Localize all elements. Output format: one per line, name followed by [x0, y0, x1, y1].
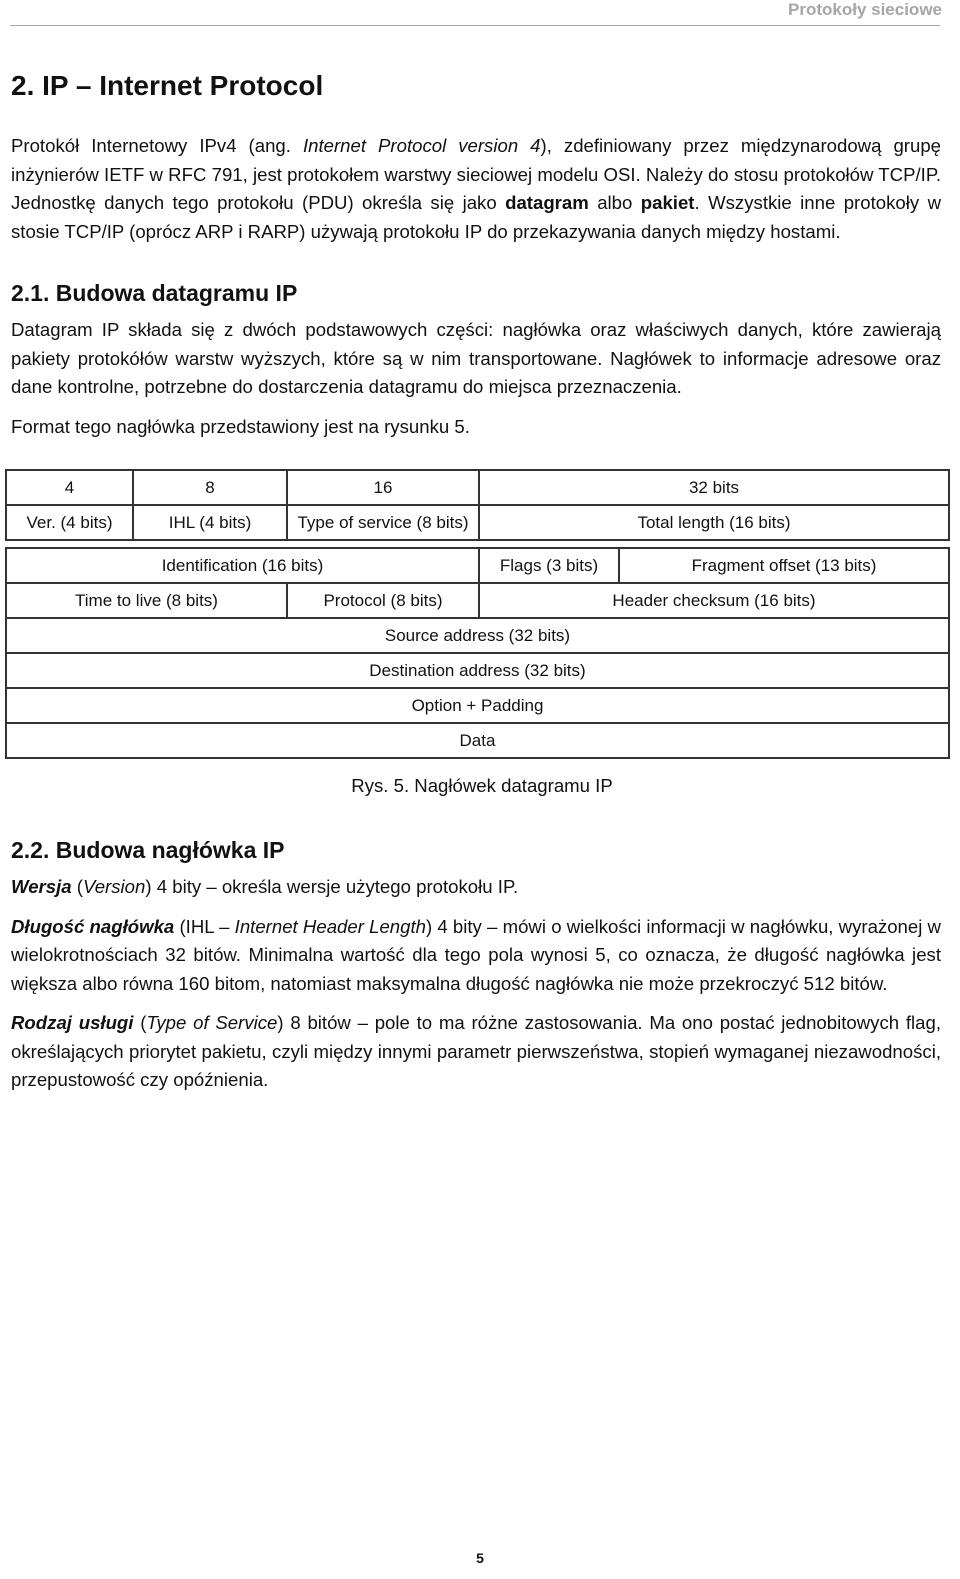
header-row-3 — [6, 583, 949, 618]
field-option-padding: Option + Padding — [6, 688, 949, 723]
intro-paragraph — [11, 132, 941, 246]
header-row-6 — [6, 688, 949, 723]
header-row-2 — [6, 548, 949, 583]
field-data: Data — [6, 723, 949, 758]
page-number: 5 — [476, 1550, 484, 1566]
header-rule — [10, 25, 940, 26]
field-total-length: Total length (16 bits) — [479, 505, 949, 540]
ihl-text-a: (IHL – — [174, 915, 235, 937]
ihl-paragraph — [11, 913, 941, 999]
version-paragraph — [11, 873, 941, 902]
version-text-b: ) 4 bity – określa wersje użytego protokołu IP. — [145, 876, 519, 897]
version-italic: Version — [83, 876, 146, 897]
term-dlugosc-naglowka: Długość nagłówka — [11, 915, 175, 937]
field-version: Ver. (4 bits) — [6, 505, 133, 540]
field-destination-address: Destination address (32 bits) — [6, 653, 949, 688]
version-text-a: ( — [71, 876, 83, 897]
intro-text-b: ), zdefiniowany przez międzynarodową grupę inżynierów IETF w RFC 791, jest protokołem warstwy sieciowej modelu OSI. Należy do stosu protokołów TCP/IP. Jednostkę danych tego protokołu (PDU) określa się jako — [11, 135, 941, 213]
field-fragment-offset: Fragment offset (13 bits) — [619, 548, 949, 583]
field-header-checksum: Header checksum (16 bits) — [479, 583, 949, 618]
term-wersja: Wersja — [11, 876, 72, 897]
intro-text-a: Protokół Internetowy IPv4 (ang. — [11, 135, 303, 156]
header-row-4 — [6, 618, 949, 653]
term-pakiet: pakiet — [640, 192, 695, 213]
header-row-7 — [6, 723, 949, 758]
figure-caption: Rys. 5. Nagłówek datagramu IP — [351, 775, 613, 796]
header-row-1 — [6, 505, 949, 540]
tos-text-b: ) 8 bitów – pole to ma różne zastosowania. Ma ono postać jednobitowych flag, określających priorytet pakietu, czyli między innymi parametr pierwszeństwa, stopień wymaganej niezawodności, przepustowość czy opóźnienia. — [11, 1012, 941, 1090]
figure-reference-paragraph: Format tego nagłówka przedstawiony jest na rysunku 5. — [11, 415, 470, 437]
bits-label-4: 4 — [6, 470, 133, 505]
bits-label-16: 16 — [287, 470, 479, 505]
intro-text-d: . Wszystkie inne protokoły w stosie TCP/IP (oprócz ARP i RARP) używają protokołu IP do przekazywania danych między hostami. — [11, 192, 941, 242]
ip-header-table — [5, 469, 950, 759]
ihl-text-b: ) 4 bity – mówi o wielkości informacji w nagłówku, wyrażonej w wielokrotnościach 32 bitów. Minimalna wartość dla tego pola wynosi 5, co oznacza, że długość nagłówka jest większa albo równa 160 bitom, natomiast maksymalna długość nagłówka nie może przekroczyć 512 bitów. — [11, 915, 941, 994]
field-protocol: Protocol (8 bits) — [287, 583, 479, 618]
field-ihl: IHL (4 bits) — [133, 505, 287, 540]
ihl-italic: Internet Header Length — [234, 915, 426, 937]
field-time-to-live: Time to live (8 bits) — [6, 583, 287, 618]
bits-label-8: 8 — [133, 470, 287, 505]
field-identification: Identification (16 bits) — [6, 548, 479, 583]
field-type-of-service: Type of service (8 bits) — [287, 505, 479, 540]
tos-paragraph — [11, 1009, 941, 1095]
section-heading-header: 2.2. Budowa nagłówka IP — [11, 837, 285, 863]
intro-italic-term: Internet Protocol version 4 — [302, 135, 541, 156]
header-row-5 — [6, 653, 949, 688]
intro-text-c: albo — [588, 192, 641, 213]
field-flags: Flags (3 bits) — [479, 548, 619, 583]
chapter-heading: 2. IP – Internet Protocol — [11, 70, 324, 101]
bits-row — [6, 470, 949, 505]
bits-label-32: 32 bits — [479, 470, 949, 505]
term-rodzaj-uslugi: Rodzaj usługi — [11, 1012, 134, 1033]
section-heading-datagram: 2.1. Budowa datagramu IP — [11, 280, 298, 306]
tos-italic: Type of Service — [146, 1012, 278, 1033]
field-source-address: Source address (32 bits) — [6, 618, 949, 653]
tos-text-a: ( — [133, 1012, 147, 1033]
page-content — [11, 68, 941, 1095]
running-header-title: Protokoły sieciowe — [788, 0, 942, 19]
datagram-paragraph: Datagram IP składa się z dwóch podstawowych części: nagłówka oraz właściwych danych, które zawierają pakiety protokółów warstw wyższych, które są w nim transportowane. Nagłówek to informacje adresowe oraz dane kontrolne, potrzebne do dostarczenia datagramu do miejsca przeznaczenia. — [11, 319, 941, 397]
term-datagram: datagram — [505, 192, 589, 213]
